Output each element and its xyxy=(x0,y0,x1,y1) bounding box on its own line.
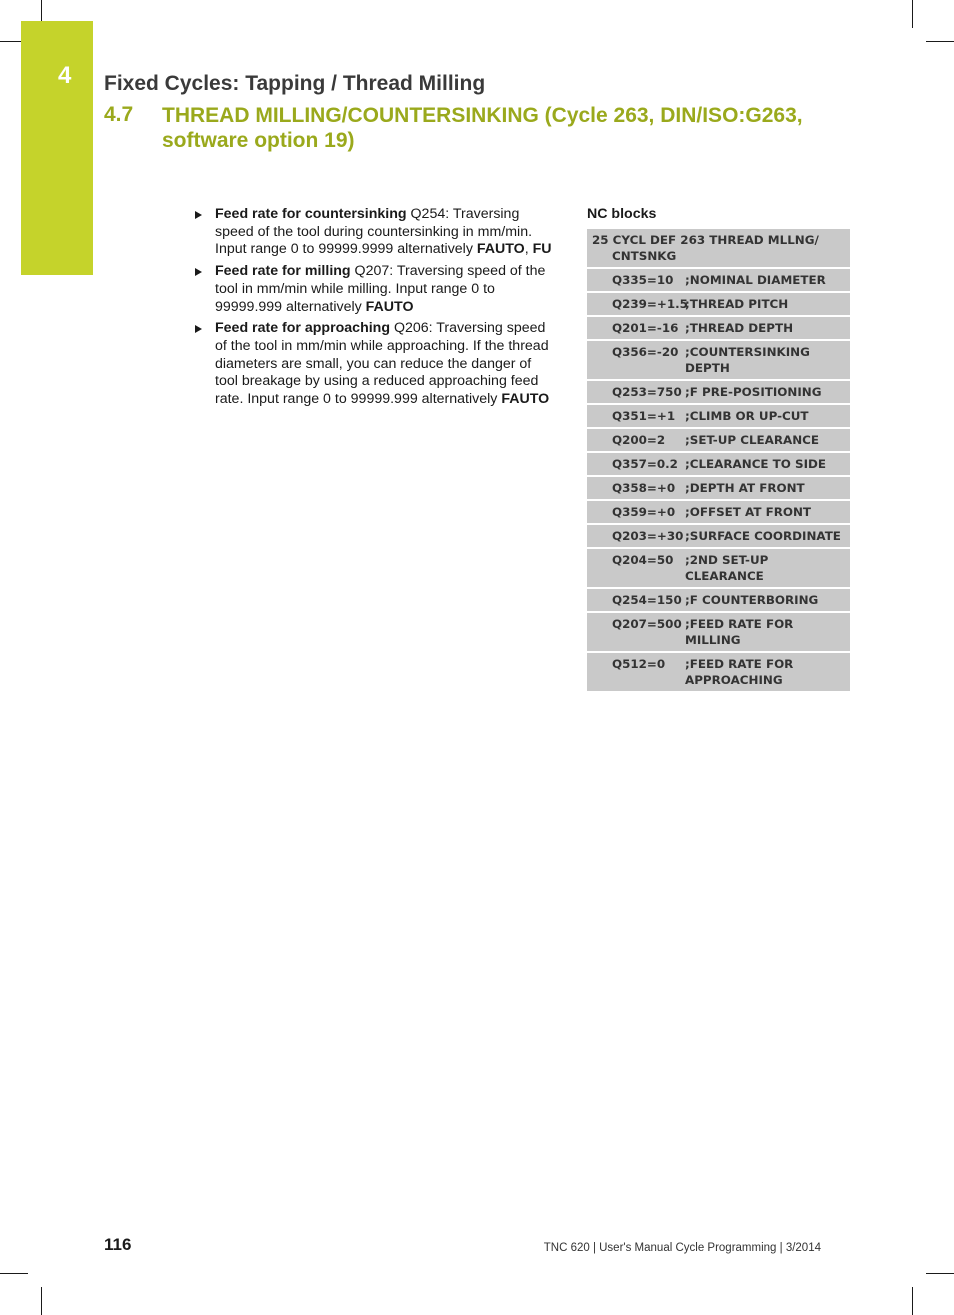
nc-value: Q335=10 xyxy=(612,273,674,287)
table-row xyxy=(587,525,850,549)
nc-value: Q357=0.2 xyxy=(612,457,678,471)
nc-value: Q359=+0 xyxy=(612,505,676,519)
param-alt: FAUTO xyxy=(365,298,414,315)
nc-comment: ;SURFACE COORDINATE xyxy=(685,529,841,543)
table-row xyxy=(587,549,850,589)
nc-value: Q203=+30 xyxy=(612,529,684,543)
nc-comment: ;FEED RATE FOR APPROACHING xyxy=(685,657,794,687)
triangle-bullet-icon xyxy=(195,325,202,333)
triangle-bullet-icon xyxy=(195,268,202,276)
footer-text: TNC 620 | User's Manual Cycle Programming | 3/2014 xyxy=(543,1242,821,1254)
nc-comment: ;CLEARANCE TO SIDE xyxy=(685,457,827,471)
param-feed-approaching xyxy=(195,320,555,409)
page-number: 116 xyxy=(104,1235,132,1254)
table-row xyxy=(587,269,850,293)
nc-blocks-table xyxy=(587,229,850,693)
nc-value: Q207=500 xyxy=(612,617,682,631)
crop-mark xyxy=(926,1273,954,1274)
crop-mark xyxy=(912,0,913,28)
nc-comment: ;SET-UP CLEARANCE xyxy=(685,433,820,447)
section-number: 4.7 xyxy=(104,103,134,126)
param-alt: FU xyxy=(532,241,552,258)
nc-comment: ;FEED RATE FOR MILLING xyxy=(685,617,794,647)
nc-value: Q239=+1.5 xyxy=(612,297,688,311)
param-name: Feed rate for approaching xyxy=(215,320,391,337)
nc-value: Q358=+0 xyxy=(612,481,676,495)
nc-value: Q204=50 xyxy=(612,553,674,567)
table-row xyxy=(587,317,850,341)
nc-value: Q200=2 xyxy=(612,433,666,447)
table-row xyxy=(587,293,850,317)
table-row xyxy=(587,405,850,429)
nc-comment: ;NOMINAL DIAMETER xyxy=(685,273,826,287)
chapter-tab xyxy=(21,21,93,275)
nc-value: Q356=-20 xyxy=(612,345,679,359)
section-title: THREAD MILLING/COUNTERSINKING (Cycle 263, DIN/ISO:G263, software option 19) xyxy=(162,104,803,152)
nc-value: Q351=+1 xyxy=(612,409,676,423)
param-description: Q207: Traversing speed of the tool in mm/min while milling. Input range 0 to 99999.999 alternatively xyxy=(215,263,546,315)
nc-value: Q253=750 xyxy=(612,385,682,399)
chapter-title: Fixed Cycles: Tapping / Thread Milling xyxy=(104,72,486,95)
param-alt: FAUTO xyxy=(501,391,550,408)
table-row xyxy=(587,653,850,693)
table-row xyxy=(587,501,850,525)
crop-mark xyxy=(912,1287,913,1315)
param-name: Feed rate for countersinking xyxy=(215,206,407,222)
nc-comment: ;THREAD PITCH xyxy=(685,297,789,311)
nc-comment: ;2ND SET-UP CLEARANCE xyxy=(685,553,769,583)
nc-blocks-heading: NC blocks xyxy=(587,206,657,222)
param-name: Feed rate for milling xyxy=(215,263,351,280)
nc-value: Q254=150 xyxy=(612,593,682,607)
crop-mark xyxy=(41,1287,42,1315)
nc-comment: ;COUNTERSINKING DEPTH xyxy=(685,345,810,375)
param-alt: FAUTO xyxy=(476,241,525,258)
triangle-bullet-icon xyxy=(195,211,202,219)
table-row xyxy=(587,453,850,477)
nc-block-header-line: CNTSNKG xyxy=(612,249,677,263)
param-description: Q254: Traversing speed of the tool during countersinking in mm/min. Input range 0 to 99999.9999 alternatively xyxy=(215,206,533,258)
nc-comment: ;OFFSET AT FRONT xyxy=(685,505,812,519)
nc-block-header xyxy=(587,229,850,269)
nc-comment: ;THREAD DEPTH xyxy=(685,321,794,335)
param-separator: , xyxy=(524,241,533,258)
table-row xyxy=(587,589,850,613)
crop-mark xyxy=(0,1273,28,1274)
nc-comment: ;CLIMB OR UP-CUT xyxy=(685,409,809,423)
nc-comment: ;DEPTH AT FRONT xyxy=(685,481,805,495)
table-row xyxy=(587,381,850,405)
param-feed-milling xyxy=(195,263,555,316)
nc-comment: ;F COUNTERBORING xyxy=(685,593,819,607)
nc-value: Q512=0 xyxy=(612,657,666,671)
param-description: Q206: Traversing speed of the tool in mm/min while approaching. If the thread diameters are small, you can reduce the danger of tool breakage by using a reduced approaching feed rate. Input range 0 to 99999.999 alternatively xyxy=(215,320,549,408)
param-feed-countersinking xyxy=(195,206,555,259)
nc-block-header-line: 25 CYCL DEF 263 THREAD MLLNG/ xyxy=(592,233,819,247)
crop-mark xyxy=(926,41,954,42)
table-row xyxy=(587,341,850,381)
chapter-number: 4 xyxy=(58,62,72,89)
table-row xyxy=(587,477,850,501)
nc-comment: ;F PRE-POSITIONING xyxy=(685,385,822,399)
nc-value: Q201=-16 xyxy=(612,321,679,335)
table-row xyxy=(587,429,850,453)
parameter-list xyxy=(195,206,555,413)
table-row xyxy=(587,613,850,653)
